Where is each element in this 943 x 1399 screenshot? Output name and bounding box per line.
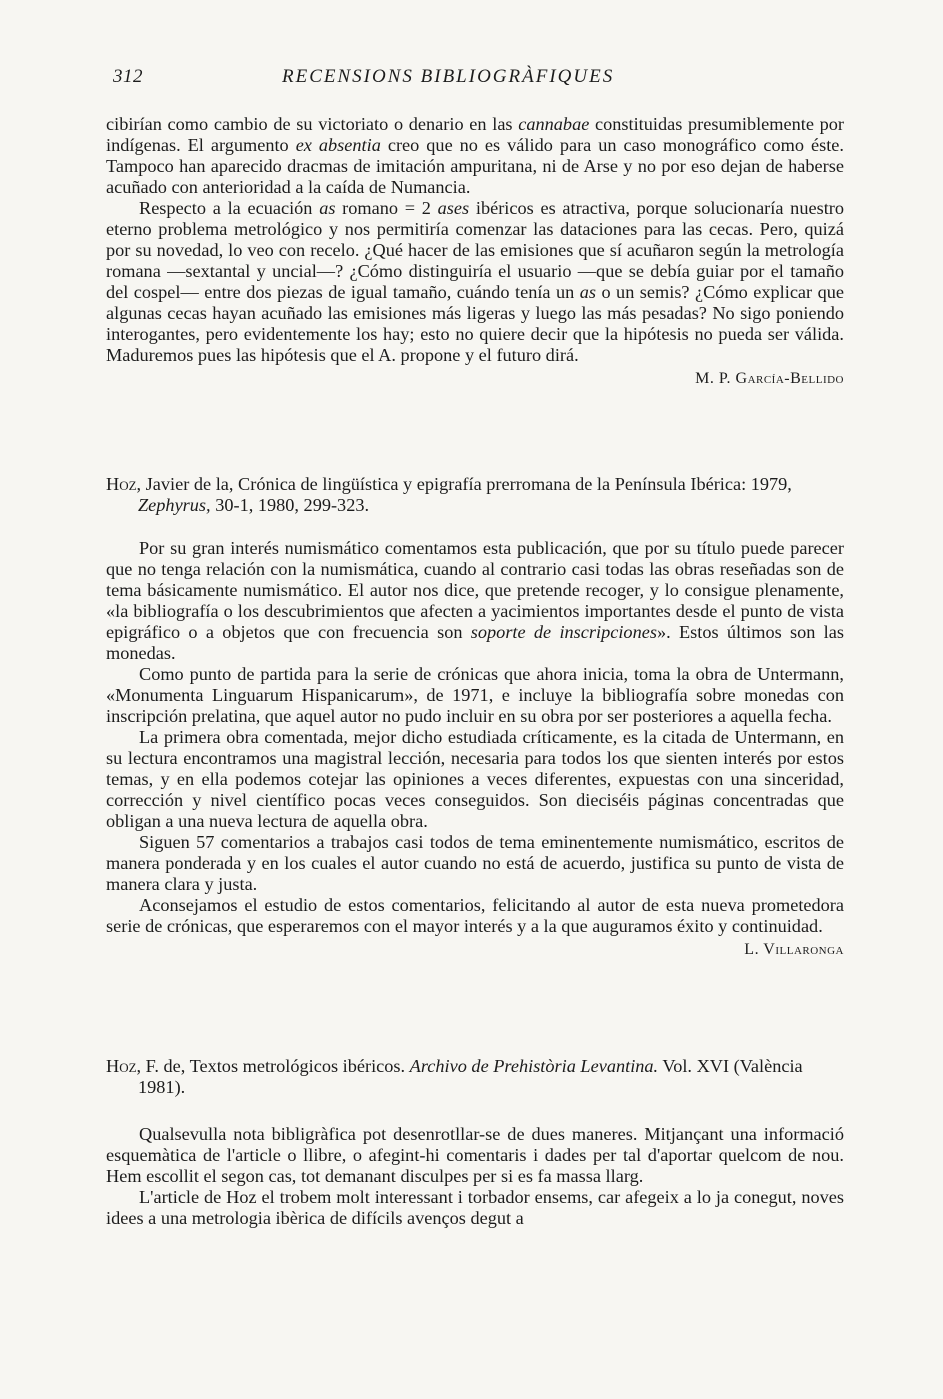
review-2-paragraph-4: Siguen 57 comentarios a trabajos casi todos de tema eminentemente numismático, escritos de manera ponderada y en los cuales el autor cuando no está de acuerdo, justifica su punto de vista de manera clara y justa. <box>106 832 844 894</box>
review-2-paragraph-1: Por su gran interés numismático comentamos esta publicación, que por su título puede parecer que no tenga relación con la numismática, cuando al contrario casi todas las obras reseñadas son de tema básicamente numismático. El autor nos dice, que pretende recoger, y lo consigue plenamente, «la bibliografía o los descubrimientos que afecten a yacimientos importantes desde el punto de vista epigráfico o a objetos que con frecuencia son soporte de inscripciones». Estos últimos son las monedas. <box>106 538 844 663</box>
review-1-paragraph-1: cibirían como cambio de su victoriato o denario en las cannabae constituidas presumiblemente por indígenas. El argumento ex absentia creo que no es válido para un caso monográfico como éste. Tampoco han aparecido dracmas de imitación ampuritana, ni de Arse y no por eso dejan de haberse acuñado con anterioridad a la caída de Numancia. <box>106 114 844 197</box>
review-1-paragraph-2: Respecto a la ecuación as romano = 2 ases ibéricos es atractiva, porque solucionaría nuestro eterno problema metrológico y nos permitiría comenzar las dataciones para las cecas. Pero, quizá por su novedad, lo veo con recelo. ¿Qué hacer de las emisiones que sí acuñaron según la metrología romana —sextantal y uncial—? ¿Cómo distinguiría el usuario —que se debía guiar por el tamaño del cospel— entre dos piezas de igual tamaño, cuándo tenía un as o un semis? ¿Cómo explicar que algunas cecas hayan acuñado las emisiones más ligeras y luego las más pesadas? No sigo poniendo interogantes, pero evidentemente los hay; esto no quiere decir que la hipótesis no pueda ser válida. Maduremos pues las hipótesis que el A. propone y el futuro dirá. <box>106 198 845 365</box>
review-1 <box>106 114 844 389</box>
page-header <box>0 66 943 92</box>
review-2-citation: Hoz, Javier de la, Crónica de lingüística y epigrafía prerromana de la Península Ibérica: 1979, Zephyrus, 30-1, 1980, 299-323. <box>106 474 792 515</box>
running-head: RECENSIONS BIBLIOGRÀFIQUES <box>282 66 615 87</box>
review-3 <box>106 1056 844 1229</box>
review-1-signature: M. P. García-Bellido <box>695 370 844 387</box>
review-3-paragraph-2: L'article de Hoz el trobem molt interessant i torbador ensems, car afegeix a lo ja conegut, noves idees a una metrologia ibèrica de difícils avenços degut a <box>106 1187 844 1228</box>
review-2-paragraph-5: Aconsejamos el estudio de estos comentarios, felicitando al autor de esta nueva prometedora serie de crónicas, que esperaremos con el mayor interés y a la que auguramos éxito y continuidad. <box>106 895 844 936</box>
review-2-paragraph-3: La primera obra comentada, mejor dicho estudiada críticamente, es la citada de Untermann, en su lectura encontramos una magistral lección, necesaria para todos los que sienten interés por estos temas, y en ella podemos cotejar las opiniones a veces diferentes, expuestas con una sinceridad, corrección y nivel científico pocas veces conseguidos. Son dieciséis páginas concentradas que obligan a una nueva lectura de aquella obra. <box>106 727 844 831</box>
review-3-citation: Hoz, F. de, Textos metrológicos ibéricos. Archivo de Prehistòria Levantina. Vol. XVI (València 1981). <box>106 1056 803 1097</box>
review-2 <box>106 474 844 960</box>
page-number: 312 <box>113 66 143 87</box>
review-2-signature: L. Villaronga <box>744 941 844 958</box>
review-2-paragraph-2: Como punto de partida para la serie de crónicas que ahora inicia, toma la obra de Untermann, «Monumenta Linguarum Hispanicarum», de 1971, e incluye la bibliografía sobre monedas con inscripción prelatina, que aquel autor no pudo incluir en su obra por ser posteriores a aquella fecha. <box>106 664 844 726</box>
review-3-paragraph-1: Qualsevulla nota bibligràfica pot desenrotllar-se de dues maneres. Mitjançant una informació esquemàtica de l'article o llibre, o afegint-hi comentaris i dades per tal d'aportar quelcom de nou. Hem escollit el segon cas, tot demanant disculpes per si es fa massa llarg. <box>106 1124 844 1186</box>
